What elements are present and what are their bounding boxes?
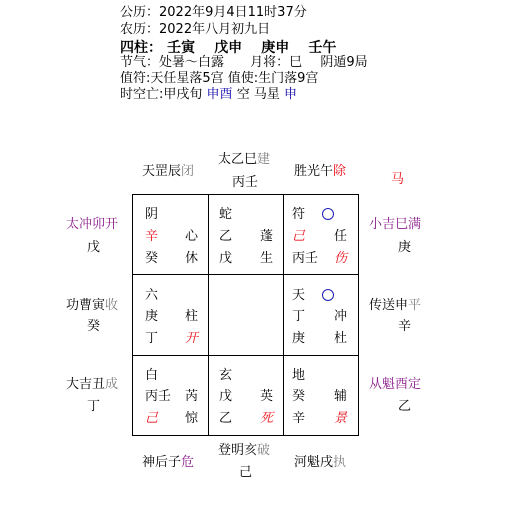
jieqi: 节气：处暑～白露 bbox=[120, 55, 225, 70]
outer-left-mid-stem: 癸 bbox=[87, 319, 101, 334]
sizhu-hour: 壬午 bbox=[308, 40, 337, 56]
palace2-a1: 乙 bbox=[219, 229, 233, 244]
outer-left-top-stem: 戊 bbox=[87, 240, 101, 255]
palace2-b1: 戊 bbox=[219, 251, 233, 266]
palace3-a2: 任 bbox=[334, 229, 348, 244]
outer-top-mid-stem: 丙壬 bbox=[232, 175, 259, 190]
outer-top-right: 胜光午除 bbox=[294, 164, 347, 179]
palace3-b2: 伤 bbox=[334, 251, 348, 266]
palace1-b2: 休 bbox=[185, 251, 199, 266]
grid-top-border bbox=[132, 194, 359, 195]
palace4-a1: 庚 bbox=[145, 309, 159, 324]
sizhu-year: 壬寅 bbox=[167, 40, 196, 56]
palace3-a1: 己 bbox=[292, 229, 306, 244]
palace8-a2: 英 bbox=[260, 389, 274, 404]
outer-bot-mid-stem: 己 bbox=[239, 465, 253, 480]
outer-left-bot-stem: 丁 bbox=[87, 399, 101, 414]
outer-right-top: 小吉巳满 bbox=[369, 217, 422, 232]
palace8-god: 玄 bbox=[219, 368, 233, 383]
outer-bot-right: 河魁戌执 bbox=[294, 455, 347, 470]
jieqi-line bbox=[120, 56, 368, 69]
sizhu-month: 戊申 bbox=[214, 40, 243, 56]
yuejiang: 月将：巳 bbox=[250, 55, 303, 70]
palace1-god: 阴 bbox=[145, 207, 159, 222]
palace8-b1: 乙 bbox=[219, 411, 233, 426]
palace2-a2: 蓬 bbox=[260, 229, 274, 244]
palace7-b2: 惊 bbox=[185, 411, 199, 426]
palace4-a2: 柱 bbox=[185, 309, 199, 324]
shikong-prefix: 时空亡:甲戌旬 bbox=[120, 87, 203, 102]
outer-left-mid: 功曹寅收 bbox=[66, 298, 119, 313]
palace9-god: 地 bbox=[292, 368, 306, 383]
outer-left-bot: 大吉丑成 bbox=[66, 377, 119, 392]
palace2-b2: 生 bbox=[260, 251, 274, 266]
palace3-b1: 丙壬 bbox=[292, 251, 319, 266]
grid-right-border bbox=[358, 194, 359, 436]
palace8-a1: 戊 bbox=[219, 389, 233, 404]
palace1-a1: 辛 bbox=[145, 229, 159, 244]
outer-right-bot: 从魁酉定 bbox=[369, 377, 422, 392]
outer-bot-left: 神后子危 bbox=[142, 455, 195, 470]
palace6-b1: 庚 bbox=[292, 331, 306, 346]
outer-right-mid-stem: 辛 bbox=[398, 319, 412, 334]
shikong-kong: 申酉 bbox=[206, 87, 233, 102]
palace4-god: 六 bbox=[145, 288, 159, 303]
sizhu-label: 四柱： bbox=[120, 40, 162, 56]
grid-left-border bbox=[132, 194, 133, 436]
palace9-b1: 辛 bbox=[292, 411, 306, 426]
gongli-line: 公历：2022年9月4日11时37分 bbox=[120, 5, 307, 20]
outer-top-left: 天罡辰闭 bbox=[142, 164, 195, 179]
nongli-line: 农历：2022年八月初九日 bbox=[120, 22, 271, 37]
grid-v2 bbox=[283, 194, 284, 436]
grid-h2 bbox=[132, 355, 359, 356]
ma-marker: 马 bbox=[391, 172, 405, 187]
palace6-a2: 冲 bbox=[334, 309, 348, 324]
palace6-a1: 丁 bbox=[292, 309, 306, 324]
palace6-b2: 杜 bbox=[334, 331, 348, 346]
palace9-b2: 景 bbox=[334, 411, 348, 426]
palace7-god: 白 bbox=[145, 368, 159, 383]
outer-bot-mid: 登明亥破 bbox=[218, 443, 271, 458]
grid-h1 bbox=[132, 274, 359, 275]
shikong-ma: 申 bbox=[283, 87, 297, 102]
outer-right-top-stem: 庚 bbox=[398, 240, 412, 255]
grid-v1 bbox=[208, 194, 209, 436]
palace6-god: 天 bbox=[292, 288, 306, 303]
sizhu-line bbox=[120, 39, 336, 55]
outer-left-top: 太冲卯开 bbox=[66, 217, 119, 232]
palace7-b1: 己 bbox=[145, 411, 159, 426]
outer-right-bot-stem: 乙 bbox=[398, 399, 412, 414]
palace4-b2: 开 bbox=[185, 331, 199, 346]
palace8-b2: 死 bbox=[260, 411, 274, 426]
outer-right-mid: 传送申平 bbox=[369, 298, 422, 313]
palace9-a1: 癸 bbox=[292, 389, 306, 404]
palace2-god: 蛇 bbox=[219, 207, 233, 222]
circle-marker-icon bbox=[322, 289, 334, 301]
zhifu-line: 值符:天任星落5宫 值使:生门落9宫 bbox=[120, 71, 319, 86]
shikong-mid: 空 马星 bbox=[236, 87, 280, 102]
outer-top-mid: 太乙巳建 bbox=[218, 152, 271, 167]
palace1-a2: 心 bbox=[185, 229, 199, 244]
sizhu-day: 庚申 bbox=[261, 40, 290, 56]
palace9-a2: 辅 bbox=[334, 389, 348, 404]
grid-bottom-border bbox=[132, 435, 359, 436]
palace4-b1: 丁 bbox=[145, 331, 159, 346]
palace7-a2: 芮 bbox=[185, 389, 199, 404]
dun: 阴遁9局 bbox=[320, 55, 368, 70]
shikong-line bbox=[120, 88, 297, 101]
palace3-god: 符 bbox=[292, 207, 306, 222]
palace1-b1: 癸 bbox=[145, 251, 159, 266]
circle-marker-icon bbox=[322, 208, 334, 220]
palace7-a1: 丙壬 bbox=[145, 389, 172, 404]
